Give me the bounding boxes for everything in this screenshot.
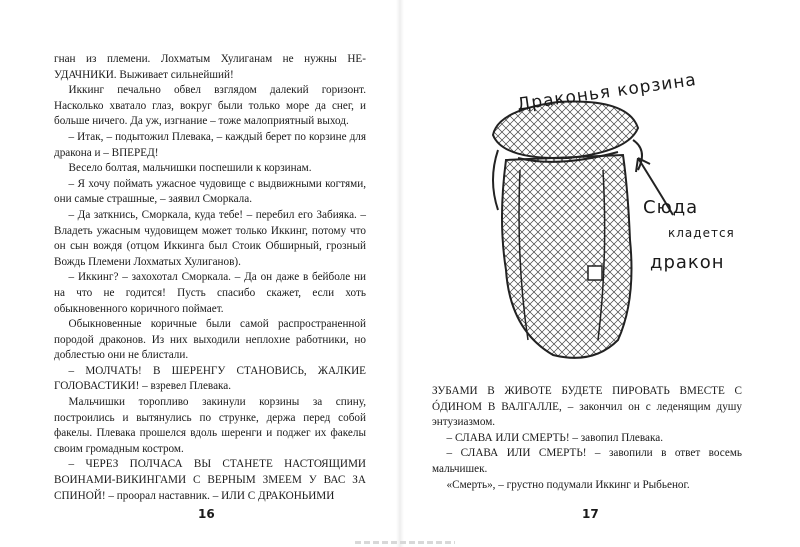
paragraph: Мальчишки торопливо закинули корзины за спину, построились и вытянулись по струнке, держа перед собой факелы. Плевака прошелся вдоль шеренги и поджег их факелы своим громадным костром. (54, 396, 366, 455)
paragraph: – Я хочу поймать ужасное чудовище с выдвижными когтями, они самые страшные, – заявил Сморкала. (54, 177, 366, 206)
paragraph: – ЧЕРЕЗ ПОЛЧАСА ВЫ СТАНЕТЕ НАСТОЯЩИМИ ВОИНАМИ-ВИКИНГАМИ С ВЕРНЫМ ЗМЕЕМ У ВАС ЗА СПИНОЙ! – проорал наставник. – ИЛИ С ДРАКОНЬИМИ (54, 458, 366, 502)
paragraph: Иккинг печально обвел взглядом далекий горизонт. Насколько хватало глаз, вокруг были только море да снег, и больше ничего. Да уж, изгнание – тоже малоприятный выход. (54, 84, 366, 128)
paragraph: ЗУБАМИ В ЖИВОТЕ БУДЕТЕ ПИРОВАТЬ ВМЕСТЕ С ÓДИНОМ В ВАЛГАЛЛЕ, – закончил он с леденящим душу энтузиазмом. (432, 385, 742, 429)
right-page-text (432, 384, 742, 493)
caption-side-line3: дракон (650, 252, 725, 273)
paragraph: гнан из племени. Лохматым Хулиганам не нужны НЕ-УДАЧНИКИ. Выживает сильнейший! (54, 53, 366, 81)
page-number-left: 16 (198, 507, 215, 521)
paragraph: – СЛАВА ИЛИ СМЕРТЬ! – завопил Плевака. (446, 431, 664, 444)
paragraph: – МОЛЧАТЬ! В ШЕРЕНГУ СТАНОВИСЬ, ЖАЛКИЕ ГОЛОВАСТИКИ! – взревел Плевака. (54, 364, 366, 393)
paragraph: «Смерть», – грустно подумали Иккинг и Рыбьеног. (446, 478, 690, 491)
caption-side-line2: кладется (668, 226, 735, 240)
caption-basket-title: Драконья корзина (515, 69, 698, 115)
paragraph: – Иккинг? – захохотал Сморкала. – Да он даже в бейболе ни на что не годится! Пусть спасибо скажет, если хоть обыкновенного коричного поймает. (54, 271, 366, 315)
paragraph: Обыкновенные коричные были самой распространенной породой драконов. Из них выходили неплохие работники, но доблестью они не блистали. (54, 318, 366, 362)
paragraph: – СЛАВА ИЛИ СМЕРТЬ! – завопили в ответ восемь мальчишек. (432, 447, 742, 475)
caption-side-line1: Сюда (643, 197, 699, 218)
page-number-right: 17 (582, 507, 599, 521)
paragraph: – Итак, – подытожил Плевака, – каждый берет по корзине для дракона и – ВПЕРЕД! (54, 130, 366, 159)
scan-artifact (355, 541, 455, 544)
paragraph: Весело болтая, мальчишки поспешили к корзинам. (68, 162, 312, 175)
paragraph: – Да заткнись, Сморкала, куда тебе! – перебил его Забияка. – Владеть ужасным чудовищем может только Иккинг, потому что он сын вождя (отцом Иккинга был Стоик Обширный, грозный Вождь Племени Лохматых Хулиганов). (54, 208, 366, 268)
